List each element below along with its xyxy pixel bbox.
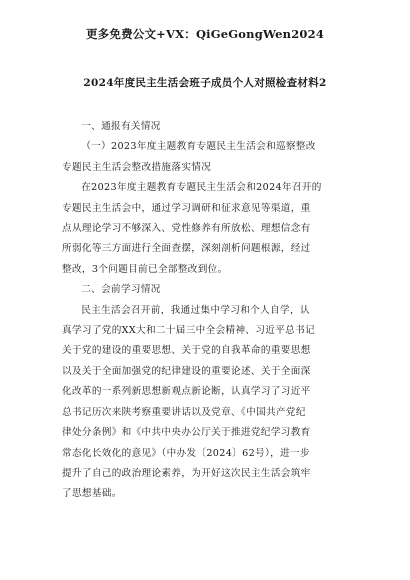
section-heading-1: 一、通报有关情况	[81, 121, 161, 132]
subheading-line-1: （一）2023年度主题教育专题民主生活会和巡察整改	[81, 141, 316, 153]
paragraph-2-line-5: 化改革的一系列新思想新观点新论断，认真学习了习近平	[62, 386, 311, 398]
paragraph-1-line-4: 所弱化等三方面进行全面查摆，深刻剖析问题根源，经过	[62, 243, 311, 255]
paragraph-2-line-7: 律处分条例》和《中共中央办公厅关于推进党纪学习教育	[62, 427, 311, 439]
paragraph-1-line-2: 专题民主生活会中，通过学习调研和征求意见等渠道，重	[62, 202, 311, 214]
paragraph-2-line-3: 关于党的建设的重要思想、关于党的自我革命的重要思想	[62, 345, 311, 357]
paragraph-2-line-9: 提升了自己的政治理论素养，为开好这次民主生活会筑牢	[62, 467, 311, 479]
paragraph-2-line-4: 以及关于全面加强党的纪律建设的重要论述、关于全面深	[62, 365, 311, 377]
paragraph-2-line-10: 了思想基础。	[62, 488, 122, 500]
paragraph-2-line-8: 常态化长效化的意见》（中办发〔2024〕62号），进一步	[62, 447, 310, 459]
subheading-line-2: 专题民主生活会整改措施落实情况	[62, 161, 212, 173]
paragraph-1-line-5: 整改，3个问题目前已全部整改到位。	[62, 263, 228, 275]
document-title: 2024年度民主生活会班子成员个人对照检查材料2	[83, 77, 327, 89]
paragraph-1-line-3: 点从理论学习不够深入、党性修养有所放松、理想信念有	[62, 223, 311, 235]
paragraph-2-line-6: 总书记历次来陕考察重要讲话以及党章、《中国共产党纪	[62, 406, 306, 418]
promo-header: 更多免费公文+VX：QiGeGongWen2024	[85, 27, 325, 41]
paragraph-1-line-1: 在2023年度主题教育专题民主生活会和2024年召开的	[81, 182, 322, 194]
paragraph-2-line-1: 民主生活会召开前，我通过集中学习和个人自学，认	[81, 304, 310, 316]
paragraph-2-line-2: 真学习了党的XX大和二十届三中全会精神、习近平总书记	[62, 325, 316, 337]
section-heading-2: 二、会前学习情况	[81, 284, 161, 296]
document-body	[62, 117, 352, 505]
